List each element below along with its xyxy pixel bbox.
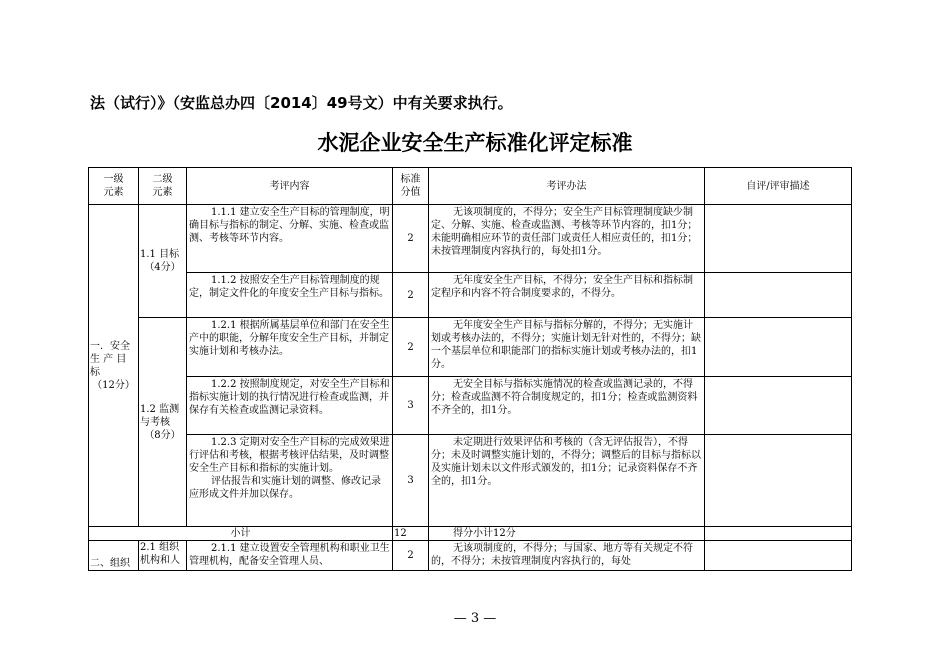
element-1-line: 生 产 目 — [90, 353, 127, 365]
element-2-1-cell — [139, 541, 187, 571]
subtotal-desc — [705, 527, 852, 541]
content-1-2-1 — [187, 318, 393, 377]
element-1-2-line: （8分） — [144, 429, 181, 441]
header-content: 考评内容 — [187, 168, 393, 205]
score-1-2-2: 3 — [393, 377, 429, 435]
desc-1-1-2 — [705, 273, 852, 318]
evaluation-table — [88, 167, 852, 571]
table-row — [89, 541, 852, 571]
method-1-2-3 — [429, 435, 705, 527]
element-1-line: 标 — [90, 366, 100, 378]
element-1-1-line: 1.1 目标 — [140, 249, 180, 260]
score-1-1-2: 2 — [393, 273, 429, 318]
header-level1-line: 一级 — [103, 174, 124, 185]
content-1-1-2 — [187, 273, 393, 318]
element-2-cell: 二、组织 — [89, 541, 139, 571]
subtotal-label: 小计 — [89, 527, 393, 541]
method-text: 无该项制度的，不得分；安全生产目标管理制度缺少制定、分解、实施、检查或监测、考核等环节内容的，扣1分；未能明确相应环节的责任部门或责任人相应责任的，扣1分；未按管理制度内容执行的，每处扣1分。 — [431, 207, 698, 257]
method-text: 无安全目标与指标实施情况的检查或监测记录的，不得分；检查或监测不符合制度规定的，扣1分；检查或监测资料不齐全的，扣1分。 — [431, 379, 698, 416]
content-1-2-3 — [187, 435, 393, 527]
table-header-row — [89, 168, 852, 205]
method-1-2-1 — [429, 318, 705, 377]
method-1-1-1 — [429, 205, 705, 273]
content-text: 1.2.2 按照制度规定，对安全生产目标和指标实施计划的执行情况进行检查或监测，并保存有关检查或监测记录资料。 — [189, 379, 390, 416]
desc-1-2-2 — [705, 377, 852, 435]
element-2-1-line: 2.1 组织 — [140, 542, 180, 553]
page-title: 水泥企业安全生产标准化评定标准 — [317, 130, 633, 155]
content-text: 评估报告和实施计划的调整、修改记录应形成文件并加以保存。 — [189, 476, 381, 500]
header-level2-line: 二级 — [152, 174, 173, 185]
content-text: 1.2.1 根据所属基层单位和部门在安全生产中的职能，分解年度安全生产目标，并制定实施计划和考核办法。 — [189, 320, 390, 357]
header-score-line: 分值 — [400, 187, 421, 198]
score-2-1-1: 2 — [393, 541, 429, 571]
page-number: — 3 — — [453, 611, 497, 626]
method-text: 无年度安全生产目标与指标分解的，不得分；无实施计划或考核办法的，不得分；实施计划无针对性的，不得分；缺一个基层单位和职能部门的指标实施计划或考核办法的，扣1分。 — [431, 320, 701, 370]
method-text: 未定期进行效果评估和考核的（含无评估报告），不得分；未及时调整实施计划的，不得分；调整后的目标与指标以及实施计划未以文件形式颁发的，扣1分；记录资料保存不齐全的，扣1分。 — [431, 437, 701, 487]
subtotal-score: 12 — [393, 527, 429, 541]
method-1-2-2 — [429, 377, 705, 435]
desc-2-1-1 — [705, 541, 852, 571]
table-row — [89, 318, 852, 377]
header-desc: 自评/评审描述 — [705, 168, 852, 205]
content-text: 2.1.1 建立设置安全管理机构和职业卫生管理机构，配备安全管理人员、 — [189, 543, 390, 567]
element-1-2-cell — [139, 318, 187, 527]
method-text: 无年度安全生产目标，不得分；安全生产目标和指标制定程序和内容不符合制度要求的，不得分。 — [431, 275, 693, 299]
content-1-1-1 — [187, 205, 393, 273]
desc-1-1-1 — [705, 205, 852, 273]
element-1-1-cell — [139, 205, 187, 318]
content-text: 1.1.2 按照安全生产目标管理制度的规定，制定文件化的年度安全生产目标与指标。 — [189, 275, 389, 299]
content-2-1-1 — [187, 541, 393, 571]
method-1-1-2 — [429, 273, 705, 318]
method-2-1-1 — [429, 541, 705, 571]
table-row — [89, 205, 852, 273]
element-1-2-line: 1.2 监测 — [140, 403, 180, 415]
element-1-line: （12分） — [92, 379, 135, 391]
score-1-1-1: 2 — [393, 205, 429, 273]
desc-1-2-3 — [705, 435, 852, 527]
element-1-line: 一．安全 — [90, 340, 130, 352]
score-1-2-1: 2 — [393, 318, 429, 377]
element-1-1-line: （4分） — [144, 262, 181, 273]
header-level2-line: 元素 — [152, 187, 173, 198]
element-1-2-line: 与考核 — [140, 416, 170, 428]
content-1-2-2 — [187, 377, 393, 435]
header-level2 — [139, 168, 187, 205]
desc-1-2-1 — [705, 318, 852, 377]
header-level1-line: 元素 — [103, 187, 124, 198]
table-row — [89, 273, 852, 318]
subtotal-row — [89, 527, 852, 541]
header-level1 — [89, 168, 139, 205]
score-1-2-3: 3 — [393, 435, 429, 527]
subtotal-method: 得分小计12分 — [429, 527, 705, 541]
method-text: 无该项制度的，不得分；与国家、地方等有关规定不符的，不得分；未按管理制度内容执行的，每处 — [431, 543, 693, 567]
header-score-line: 标准 — [400, 174, 421, 185]
table-row — [89, 377, 852, 435]
intro-line: 法（试行）》（安监总办四〔2014〕49号文）中有关要求执行。 — [90, 94, 513, 112]
header-method: 考评办法 — [429, 168, 705, 205]
element-1-cell — [89, 205, 139, 527]
element-2-1-line: 机构和人 — [140, 555, 180, 566]
content-text: 1.1.1 建立安全生产目标的管理制度，明确目标与指标的制定、分解、实施、检查或监测、考核等环节内容。 — [189, 207, 390, 244]
content-text: 1.2.3 定期对安全生产目标的完成效果进行评估和考核，根据考核评估结果，及时调整安全生产目标和指标的实施计划。 — [189, 437, 390, 474]
table-row — [89, 435, 852, 527]
header-score — [393, 168, 429, 205]
